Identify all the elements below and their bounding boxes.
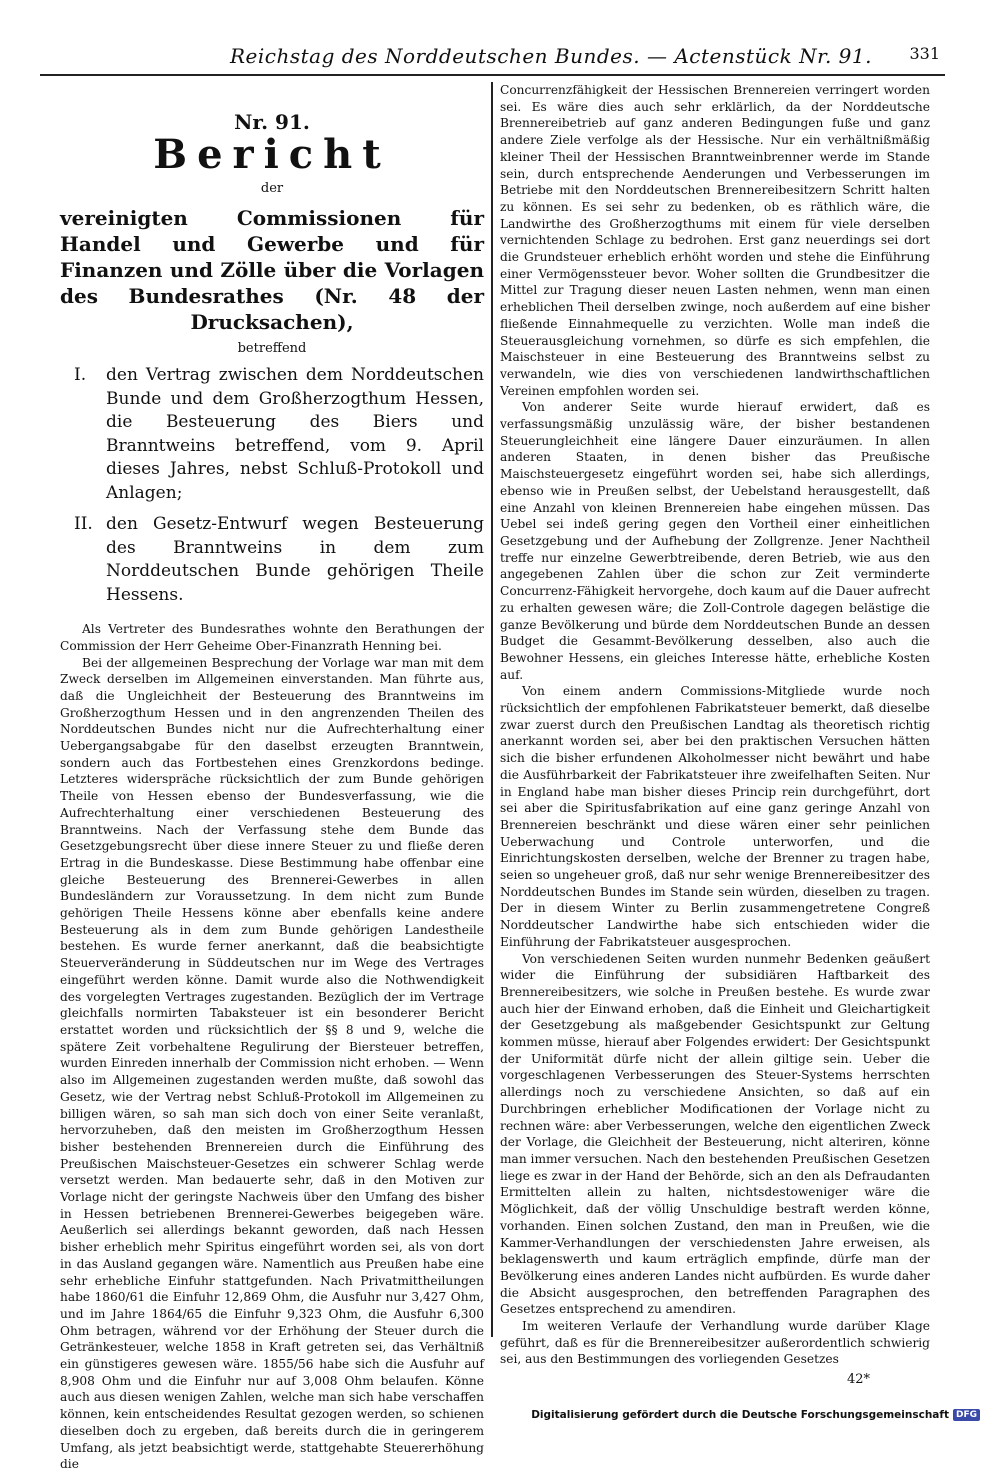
signature-mark: 42* xyxy=(846,1372,870,1388)
document-heading: Bericht xyxy=(153,130,391,178)
running-title: Reichstag des Norddeutschen Bundes. — Actenstück Nr. 91. xyxy=(230,44,872,68)
document-title: vereinigten Commissionen für Handel und Gewerbe und für Finanzen und Zölle über die Vorlagen des Bundesrathes (Nr. 48 der Drucksachen), xyxy=(60,206,484,335)
left-column xyxy=(60,86,484,1473)
heading-der: der xyxy=(260,180,284,196)
subject-text: den Vertrag zwischen dem Norddeutschen Bunde und dem Großherzogthum Hessen, die Besteuerung des Biers und Branntweins betreffend, vom 9. April dieses Jahres, nebst Schluß-Protokoll und Anlagen; xyxy=(106,365,484,503)
subject-text: den Gesetz-Entwurf wegen Besteuerung des Branntweins in dem zum Norddeutschen Bunde gehörigen Theile Hessens. xyxy=(106,514,484,605)
subject-item xyxy=(60,513,484,607)
paragraph: Von anderer Seite wurde hierauf erwidert, daß es verfassungsmäßig unzulässig wäre, der bisher bestandenen Steuerungleichheit eine längere Dauer einzuräumen. In allen anderen Staaten, in denen bisher das Preußische Maischsteuergesetz eingeführt worden sei, habe sich allerdings, ebenso wie in Preußen selbst, der Uebelstand herausgestellt, daß eine Anzahl von kleinen Brennereien habe eingehen müssen. Das Uebel sei indeß gering gegen den Vortheil einer einheitlichen Gesetzgebung und der Aufhebung der Zollgrenze. Jener Nachtheil treffe nur einzelne Gewerbtreibende, deren Betrieb, wie aus den angegebenen Zahlen über die schon zur Zeit verminderte Concurrenz-Fähigkeit hervorgehe, doch kaum auf die Dauer aufrecht zu erhalten gewesen wäre; die Zoll-Controle dagegen belästige die ganze Bevölkerung und bürde dem Norddeutschen Bunde an dessen Budget die Gesammt-Bevölkerung desselben, also auch die Bewohner Hessens, ein gleiches Interesse hätte, erhebliche Kosten auf. xyxy=(500,400,930,682)
subject-list xyxy=(60,364,484,607)
paragraph: Im weiteren Verlaufe der Verhandlung wurde darüber Klage geführt, daß es für die Brennereibesitzer außerordentlich schwierig sei, aus den Bestimmungen des vorliegenden Gesetzes xyxy=(500,1319,930,1367)
page-number: 331 xyxy=(909,44,940,63)
header-rule xyxy=(40,74,945,76)
paragraph: Als Vertreter des Bundesrathes wohnte den Berathungen der Commission der Herr Geheime Ober-Finanzrath Henning bei. xyxy=(60,622,484,653)
paragraph: Von verschiedenen Seiten wurden nunmehr Bedenken geäußert wider die Einführung der subsidiären Haftbarkeit des Brennereibesitzers, wie solche in Preußen bestehe. Es wurde zwar auch hier der Einwand erhoben, daß die Einheit und Gleichartigkeit der Gesetzgebung als maßgebender Gesichtspunkt zur Geltung kommen müsse, hierauf aber Folgendes erwidert: Der Gesichtspunkt der Uniformität dürfe nicht der allein giltige sein. Ueber die vorgeschlagenen Verbesserungen des Steuer-Systems herrschten allerdings noch zu verschiedene Ansichten, so daß auf ein Durchbringen erheblicher Modificationen der Vorlage nicht zu rechnen wäre: aber Verbesserungen, welche den eigentlichen Zweck der Vorlage, die Gleichheit der Besteuerung, nicht alteriren, könne man immer versuchen. Nach den bestehenden Preußischen Gesetzen liege es zwar in der Hand der Behörde, sich an den als Defraudanten Ermittelten allein zu halten, nichtsdestoweniger wäre die Möglichkeit, daß der völlig Unschuldige bestraft werden könne, vorhanden. Einen solchen Zustand, den man in Preußen, wie die Kammer-Verhandlungen der verschiedensten Jahre erweisen, als beklagenswerth und kaum erträglich empfinde, dürfe man der Bevölkerung eines anderen Landes nicht aufbürden. Es wurde daher die Absicht ausgesprochen, den betreffenden Paragraphen des Gesetzes entsprechend zu amendiren. xyxy=(500,951,931,1317)
subject-number: II. xyxy=(74,514,93,535)
paragraph: Concurrenzfähigkeit der Hessischen Brennereien verringert worden sei. Es wäre dies auch sehr erklärlich, da der Norddeutsche Brennereibetrieb auf ganz anderen Bedingungen fuße und ganz andere Ziele verfolge als der Hessische. Nur ein verhältnißmäßig kleiner Theil der Hessischen Branntweinbrenner werde im Stande sein, durch entsprechende Aenderungen und Verbesserungen im Betriebe mit den Norddeutschen Brennereibesitzern Schritt halten zu können. Es sei sehr zu bedenken, ob es räthlich wäre, die Landwirthe des Großherzogthums mit einem für viele derselben vernichtenden Schlage zu bedrohen. Erst ganz neuerdings sei dort die Grundsteuer erheblich erhöht worden und stehe die Einführung einer Vermögenssteuer bevor. Woher sollten die Grundbesitzer die Mittel zur Tragung dieser neuen Lasten nehmen, wenn man einen erheblichen Theil derselben zwinge, noch außerdem auf eine bisher fließende Einnahmequelle zu verzichten. Wolle man indeß die Steuerausgleichung vornehmen, so dürfe es sich empfehlen, die Maischsteuer in eine Besteuerung des Branntweins selbst zu verwandeln, wie dies von verschiedenen landwirthschaftlichen Vereinen empfohlen worden sei. xyxy=(500,83,930,398)
column-divider xyxy=(491,82,493,1337)
paragraph: Von einem andern Commissions-Mitgliede wurde noch rücksichtlich der empfohlenen Fabrikatsteuer bemerkt, daß dieselbe zwar zuerst durch den Preußischen Landtag als theoretisch richtig anerkannt worden sei, aber bei den praktischen Versuchen hätten sich die bisher erfundenen Alkoholmesser nicht bewährt und habe die Ausführbarkeit der Fabrikatsteuer ihre zweifelhaften Seiten. Nur in England habe man bisher dieses Princip rein durchgeführt, dort sei aber die Spiritusfabrikation auf eine ganz geringe Anzahl von Brennereien beschränkt und diese wären einer sehr peinlichen Ueberwachung und Controle unterworfen, und die Einrichtungskosten derselben, welche der Brenner zu tragen habe, seien so ungeheuer groß, daß nur sehr wenige Brennereibesitzer des Norddeutschen Bundes im Stande sein würden, dieselben zu tragen. Der in diesem Winter zu Berlin zusammengetretene Congreß Norddeutscher Landwirthe habe sich entschieden wider die Einführung der Fabrikatsteuer ausgesprochen. xyxy=(500,684,930,949)
document-number: Nr. 91. xyxy=(234,110,310,134)
paragraph: Bei der allgemeinen Besprechung der Vorlage war man mit dem Zweck derselben im Allgemeinen einverstanden. Man führte aus, daß die Ungleichheit der Besteuerung des Branntweins im Großherzogthum Hessen und in den angrenzenden Theilen des Norddeutschen Bundes nicht nur die Aufrechterhaltung einer Uebergangsabgabe für den daselbst erzeugten Branntwein, sondern auch das Fortbestehen eines Grenzkordons bedinge. Letzteres widerspräche rücksichtlich der zum Bunde gehörigen Theile von Hessen ebenso der Bundesverfassung, wie die Aufrechterhaltung einer verschiedenen Besteuerung des Branntweins. Nach der Verfassung stehe dem Bunde das Gesetzgebungsrecht über diese innere Steuer zu und fließe deren Ertrag in die Bundeskasse. Diese Bestimmung habe offenbar eine gleiche Besteuerung des Brennerei-Gewerbes in allen Bundesländern zur Voraussetzung. In dem nicht zum Bunde gehörigen Theile Hessens könne aber ebenfalls keine andere Besteuerung als in dem zum Bunde gehörigen Landestheile bestehen. Es wurde ferner anerkannt, daß die beabsichtigte Steuerveränderung in Süddeutschen nur im Wege des Vertrages eingeführt werden könne. Damit wurde also die Nothwendigkeit des vorgelegten Vertrages zugestanden. Bezüglich der im Vertrage gleichfalls normirten Tabaksteuer ist ein besonderer Bericht erstattet worden und rücksichtlich der §§ 8 und 9, welche die spätere Zeit vorbehaltene Regulirung der Biersteuer betreffen, wurden Einreden innerhalb der Commission nicht erhoben. — Wenn also im Allgemeinen zugestanden werden mußte, daß sowohl das Gesetz, wie der Vertrag nebst Schluß-Protokoll im Allgemeinen zu billigen wären, so sah man sich doch von einer Seite veranlaßt, hervorzuheben, daß den meisten im Großherzogthum Hessen bisher bestehenden Brennereien durch die Einführung des Preußischen Maischsteuer-Gesetzes ein schwerer Schlag werde versetzt werden. Man bedauerte sehr, daß in den Motiven zur Vorlage nicht der geringste Nachweis über den Umfang des bisher in Hessen betriebenen Brennerei-Gewerbes beigegeben wäre. Aeußerlich sei allerdings bekannt geworden, daß nach Hessen bisher erheblich mehr Spiritus eingeführt worden sei, als von dort in das Ausland gegangen wäre. Namentlich aus Preußen habe eine sehr erhebliche Einfuhr stattgefunden. Nach Privatmittheilungen habe 1860/61 die Einfuhr 12,869 Ohm, die Ausfuhr nur 3,427 Ohm, und im Jahre 1864/65 die Einfuhr 9,323 Ohm, die Ausfuhr 6,300 Ohm betragen, während vor der Erhöhung der Steuer durch die Getränkesteuer, welche 1858 in Kraft getreten sei, das Verhältniß ein günstigeres gewesen wäre. 1855/56 habe sich die Ausfuhr auf 8,908 Ohm und die Einfuhr nur auf 3,008 Ohm belaufen. Könne auch aus diesen wenigen Zahlen, welche man sich habe verschaffen können, kein entscheidendes Resultat gezogen werden, so schienen dieselben doch zu ergeben, daß bereits durch die in geringerem Umfang, als jetzt beabsichtigt werde, stattgehabte Steuererhöhung die xyxy=(60,655,484,1472)
running-header xyxy=(230,44,940,74)
dfg-logo-icon: DFG xyxy=(953,1409,980,1421)
subject-number: I. xyxy=(74,365,87,386)
footer-text: Digitalisierung gefördert durch die Deutsche Forschungsgemeinschaft xyxy=(531,1409,949,1421)
right-column xyxy=(500,82,930,1389)
heading-betreffend: betreffend xyxy=(237,341,307,357)
subject-item xyxy=(60,364,484,505)
digitization-footer xyxy=(531,1409,980,1421)
